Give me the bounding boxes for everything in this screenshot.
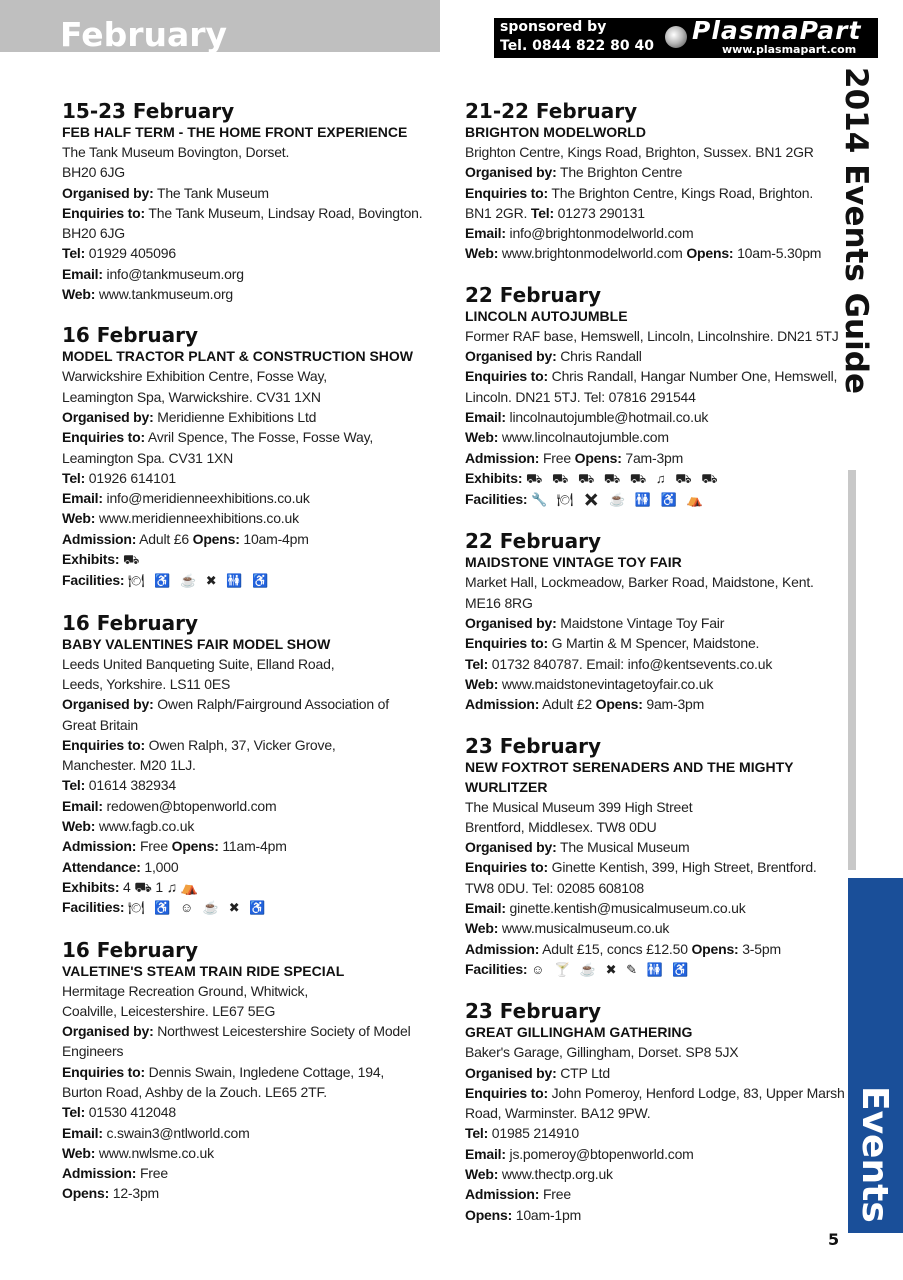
- detail-label: Web:: [465, 920, 499, 937]
- event-detail-line: [465, 1042, 845, 1062]
- detail-value: Avril Spence, The Fosse, Fosse Way,: [147, 429, 374, 446]
- event-date: 21-22 February: [465, 99, 638, 123]
- event-date: 23 February: [465, 999, 602, 1024]
- event-detail-line: [62, 366, 442, 386]
- brand-logo-icon: [665, 26, 687, 48]
- event-detail-line: [62, 488, 442, 508]
- sponsor-banner[interactable]: [494, 18, 878, 58]
- event-listing: [465, 530, 845, 714]
- detail-label: Email:: [465, 900, 506, 917]
- detail-label: Organised by:: [465, 348, 557, 365]
- event-detail-line: [62, 284, 442, 304]
- guide-title-text: 2014 Events Guide: [838, 67, 874, 394]
- event-detail-line: [62, 674, 442, 694]
- event-detail-line: [62, 1021, 442, 1041]
- event-detail-line: [62, 735, 442, 755]
- detail-label: Email:: [62, 490, 103, 507]
- event-listing: [465, 1000, 845, 1225]
- detail-value: 7am-3pm: [625, 449, 684, 466]
- detail-value: Brighton Centre, Kings Road, Brighton, Sussex. BN1 2GR: [465, 144, 814, 160]
- detail-value: The Brighton Centre: [559, 164, 683, 181]
- detail-value: Free: [542, 449, 571, 466]
- detail-label: Facilities:: [62, 572, 125, 589]
- detail-label: Enquiries to:: [465, 184, 548, 201]
- event-detail-line: [62, 1163, 442, 1183]
- detail-value: Leeds, Yorkshire. LS11 0ES: [62, 675, 231, 692]
- detail-value: Chris Randall, Hangar Number One, Hemswell,: [551, 368, 838, 385]
- event-detail-line: [465, 1184, 845, 1204]
- detail-label: Tel:: [62, 245, 86, 262]
- detail-value: 12-3pm: [112, 1185, 160, 1202]
- detail-label: Enquiries to:: [465, 368, 548, 385]
- detail-value[interactable]: www.tankmuseum.org: [98, 286, 233, 303]
- detail-label: Email:: [465, 225, 506, 242]
- detail-value: Burton Road, Ashby de la Zouch. LE65 2TF.: [62, 1083, 327, 1100]
- event-detail-line: [62, 142, 442, 162]
- event-detail-line: [465, 572, 845, 592]
- event-title: MAIDSTONE VINTAGE TOY FAIR: [465, 554, 682, 571]
- detail-value: G Martin & M Spencer, Maidstone.: [551, 635, 760, 652]
- event-listing: [465, 100, 845, 264]
- detail-value: 11am-4pm: [222, 838, 287, 855]
- detail-label: Tel:: [465, 655, 489, 672]
- detail-value: Free: [139, 838, 168, 855]
- event-detail-line: [465, 1164, 845, 1184]
- event-date: 22 February: [465, 282, 602, 307]
- detail-value: Market Hall, Lockmeadow, Barker Road, Maidstone, Kent.: [465, 574, 814, 591]
- event-detail-line: [465, 489, 845, 510]
- detail-label: Admission:: [62, 530, 137, 547]
- detail-value: Manchester. M20 1LJ.: [62, 757, 196, 774]
- detail-value[interactable]: www.maidstonevintagetoyfair.co.uk: [501, 675, 714, 692]
- detail-value: 01530 412048: [88, 1104, 176, 1121]
- sponsor-phone: Tel. 0844 822 80 40: [500, 38, 654, 54]
- event-detail-line: [465, 326, 845, 346]
- detail-label: Email:: [465, 1145, 506, 1162]
- detail-label: Admission:: [62, 838, 137, 855]
- detail-label: Email:: [62, 1124, 103, 1141]
- event-detail-line: [465, 837, 845, 857]
- detail-value: 01926 614101: [88, 469, 176, 486]
- event-detail-line: [465, 407, 845, 427]
- event-detail-line: [465, 346, 845, 366]
- event-detail-line: [465, 1063, 845, 1083]
- event-detail-line: [465, 387, 845, 407]
- detail-value: Ginette Kentish, 399, High Street, Brentford.: [551, 859, 817, 876]
- right-event-column: [465, 100, 845, 1245]
- detail-label: Opens:: [686, 245, 734, 262]
- detail-value: John Pomeroy, Henford Lodge, 83, Upper Marsh: [551, 1084, 845, 1101]
- detail-value: Road, Warminster. BA12 9PW.: [465, 1105, 651, 1122]
- detail-label: Admission:: [465, 449, 540, 466]
- event-detail-line: [465, 939, 845, 959]
- event-title: VALETINE'S STEAM TRAIN RIDE SPECIAL: [62, 962, 345, 979]
- section-tab-label: Events: [854, 1086, 895, 1223]
- detail-value[interactable]: info@meridienneexhibitions.co.uk: [106, 490, 310, 507]
- detail-value: Baker's Garage, Gillingham, Dorset. SP8 5JX: [465, 1044, 739, 1061]
- event-detail-line: [465, 1205, 845, 1225]
- detail-value[interactable]: info@tankmuseum.org: [106, 265, 244, 282]
- event-detail-line: [62, 508, 442, 528]
- event-title: MODEL TRACTOR PLANT & CONSTRUCTION SHOW: [62, 348, 414, 365]
- detail-value: 01614 382934: [88, 777, 176, 794]
- brand-url[interactable]: www.plasmapart.com: [722, 43, 857, 56]
- detail-label: Opens:: [574, 449, 622, 466]
- event-detail-line: [62, 1183, 442, 1203]
- event-detail-line: [465, 918, 845, 938]
- detail-value: BH20 6JG: [62, 225, 125, 242]
- detail-label: Exhibits:: [62, 878, 120, 895]
- facility-icons: 🍽 ♿ ☺ ☕ ✖ ♿: [128, 900, 269, 916]
- detail-value: 01929 405096: [88, 245, 176, 262]
- detail-value: Meridienne Exhibitions Ltd: [157, 408, 317, 425]
- detail-value[interactable]: www.nwlsme.co.uk: [98, 1144, 214, 1161]
- detail-value[interactable]: ginette.kentish@musicalmuseum.co.uk: [509, 900, 746, 917]
- event-date: 16 February: [62, 323, 199, 348]
- event-detail-line: [62, 427, 442, 447]
- detail-value: The Musical Museum 399 High Street: [465, 798, 693, 815]
- event-detail-line: [62, 1123, 442, 1143]
- event-detail-line: [465, 1144, 845, 1164]
- event-detail-line: [465, 857, 845, 877]
- event-detail-line: [465, 366, 845, 386]
- detail-label: Attendance:: [62, 858, 141, 875]
- detail-label: Admission:: [62, 1165, 137, 1182]
- detail-label: Opens:: [171, 838, 219, 855]
- detail-value: Former RAF base, Hemswell, Lincoln, Lincolnshire. DN21 5TJ: [465, 327, 839, 344]
- facility-icons: ⛟: [123, 552, 143, 568]
- detail-value[interactable]: www.thectp.org.uk: [501, 1165, 613, 1182]
- event-detail-line: [62, 981, 442, 1001]
- detail-value: 01985 214910: [491, 1125, 579, 1142]
- detail-value: Brentford, Middlesex. TW8 0DU: [465, 818, 657, 835]
- event-detail-line: [62, 654, 442, 674]
- detail-value: BH20 6JG: [62, 164, 125, 181]
- event-detail-line: [465, 142, 845, 162]
- event-detail-line: [465, 1103, 845, 1123]
- detail-label: Opens:: [595, 696, 643, 713]
- detail-value[interactable]: www.fagb.co.uk: [98, 818, 195, 835]
- detail-label: Web:: [62, 818, 96, 835]
- event-detail-line: [62, 1001, 442, 1021]
- event-detail-line: [62, 570, 442, 591]
- detail-value: 3-5pm: [742, 940, 781, 957]
- detail-label: Organised by:: [465, 1064, 557, 1081]
- detail-label: Email:: [62, 797, 103, 814]
- event-detail-line: [465, 694, 845, 714]
- event-detail-line: [62, 243, 442, 263]
- event-detail-line: [465, 223, 845, 243]
- detail-value: 9am-3pm: [646, 696, 705, 713]
- event-title: BRIGHTON MODELWORLD: [465, 124, 646, 140]
- event-detail-line: [465, 162, 845, 182]
- detail-value: Adult £15, concs £12.50: [542, 940, 688, 957]
- detail-label: Admission:: [465, 940, 540, 957]
- event-detail-line: [465, 797, 845, 817]
- detail-label: Web:: [62, 1144, 96, 1161]
- detail-value: TW8 0DU. Tel: 02085 608108: [465, 879, 644, 896]
- event-title: FEB HALF TERM - THE HOME FRONT EXPERIENCE: [62, 124, 408, 140]
- guide-title-vertical: [838, 67, 878, 467]
- detail-label: Exhibits:: [465, 469, 523, 486]
- event-detail-line: [465, 243, 845, 263]
- detail-value: Engineers: [62, 1043, 124, 1060]
- detail-label: Web:: [465, 1165, 499, 1182]
- detail-label: Web:: [465, 675, 499, 692]
- event-detail-line: [62, 448, 442, 468]
- detail-value: Hermitage Recreation Ground, Whitwick,: [62, 982, 309, 999]
- detail-label: Tel:: [62, 1104, 86, 1121]
- event-detail-line: [62, 1082, 442, 1102]
- event-detail-line: [62, 836, 442, 856]
- event-detail-line: [62, 468, 442, 488]
- detail-value: CTP Ltd: [560, 1064, 610, 1081]
- detail-value: Owen Ralph/Fairground Association of: [157, 696, 389, 713]
- event-detail-line: [465, 613, 845, 633]
- event-title: BABY VALENTINES FAIR MODEL SHOW: [62, 635, 331, 652]
- event-detail-line: [62, 162, 442, 182]
- detail-value: Chris Randall: [560, 348, 642, 365]
- facility-icons: 🍽 ♿ ☕ ✖ 🚻 ♿: [128, 573, 272, 589]
- detail-label: Organised by:: [465, 164, 557, 181]
- detail-label: Facilities:: [465, 491, 528, 508]
- event-detail-line: [465, 878, 845, 898]
- event-detail-line: [465, 427, 845, 447]
- event-detail-line: [62, 1041, 442, 1061]
- event-detail-line: [62, 755, 442, 775]
- section-tab[interactable]: [848, 878, 903, 1233]
- event-detail-line: [465, 183, 845, 203]
- facility-icons: ⛟ ⛟ ⛟ ⛟ ⛟ ♫ ⛟ ⛟: [526, 470, 721, 486]
- detail-label: Tel:: [530, 204, 554, 221]
- event-listing: [465, 735, 845, 981]
- detail-label: Enquiries to:: [465, 635, 548, 652]
- event-detail-line: [62, 877, 442, 897]
- detail-value[interactable]: lincolnautojumble@hotmail.co.uk: [509, 408, 709, 425]
- detail-value: 01273 290131: [557, 204, 645, 221]
- event-detail-line: [62, 387, 442, 407]
- event-title: NEW FOXTROT SERENADERS AND THE MIGHTY WURLITZER: [465, 758, 794, 795]
- event-listing: [62, 939, 442, 1204]
- detail-label: Web:: [62, 286, 96, 303]
- event-detail-line: [62, 407, 442, 427]
- event-detail-line: [62, 264, 442, 284]
- event-detail-line: [465, 898, 845, 918]
- detail-value: 4 ⛟ 1 ♫ ⛺: [123, 878, 198, 895]
- detail-label: Opens:: [465, 1206, 513, 1223]
- event-detail-line: [62, 796, 442, 816]
- detail-value: The Tank Museum Bovington, Dorset.: [62, 144, 290, 160]
- event-detail-line: [62, 897, 442, 918]
- event-detail-line: [62, 816, 442, 836]
- detail-value[interactable]: www.musicalmuseum.co.uk: [501, 920, 670, 937]
- detail-label: Opens:: [62, 1185, 110, 1202]
- detail-value: 10am-1pm: [515, 1206, 582, 1223]
- event-detail-line: [62, 549, 442, 570]
- detail-value: Free: [542, 1186, 571, 1203]
- detail-value: Lincoln. DN21 5TJ. Tel: 07816 291544: [465, 388, 696, 405]
- event-listing: [62, 324, 442, 591]
- detail-label: Facilities:: [465, 960, 528, 977]
- detail-value: The Tank Museum: [156, 184, 269, 201]
- event-detail-line: [465, 203, 845, 223]
- detail-value: Warwickshire Exhibition Centre, Fosse Way,: [62, 368, 327, 385]
- detail-label: Opens:: [691, 940, 739, 957]
- detail-value: The Musical Museum: [559, 839, 690, 856]
- event-detail-line: [62, 183, 442, 203]
- detail-label: Email:: [62, 265, 103, 282]
- detail-label: Admission:: [465, 1186, 540, 1203]
- detail-value: The Brighton Centre, Kings Road, Brighton.: [551, 184, 814, 201]
- event-title: GREAT GILLINGHAM GATHERING: [465, 1024, 693, 1041]
- event-detail-line: [62, 203, 442, 223]
- event-date: 16 February: [62, 610, 199, 635]
- event-listing: [465, 284, 845, 511]
- detail-label: Enquiries to:: [465, 859, 548, 876]
- detail-value: Owen Ralph, 37, Vicker Grove,: [148, 736, 336, 753]
- detail-label: Enquiries to:: [62, 429, 145, 446]
- detail-value: Great Britain: [62, 716, 138, 733]
- detail-value: 01732 840787. Email: info@kentsevents.co.uk: [491, 655, 773, 672]
- detail-label: Tel:: [465, 1125, 489, 1142]
- detail-value: 1,000: [144, 858, 179, 875]
- event-detail-line: [62, 1102, 442, 1122]
- event-detail-line: [465, 468, 845, 489]
- detail-label: Web:: [62, 510, 96, 527]
- detail-label: Organised by:: [465, 615, 557, 632]
- detail-value[interactable]: info@brightonmodelworld.com: [509, 225, 694, 242]
- event-detail-line: [465, 674, 845, 694]
- detail-label: Tel:: [62, 777, 86, 794]
- detail-value[interactable]: c.swain3@ntlworld.com: [106, 1124, 250, 1141]
- event-detail-line: [62, 223, 442, 243]
- detail-value: Northwest Leicestershire Society of Model: [157, 1023, 411, 1040]
- detail-label: Organised by:: [62, 408, 154, 425]
- event-detail-line: [62, 857, 442, 877]
- detail-value: ME16 8RG: [465, 594, 533, 611]
- detail-value: Maidstone Vintage Toy Fair: [560, 615, 725, 632]
- event-detail-line: [62, 775, 442, 795]
- detail-value: BN1 2GR.: [465, 204, 528, 221]
- page-number: 5: [828, 1230, 840, 1249]
- event-detail-line: [62, 1143, 442, 1163]
- event-detail-line: [465, 959, 845, 980]
- detail-value[interactable]: js.pomeroy@btopenworld.com: [509, 1145, 694, 1162]
- detail-value: 10am-5.30pm: [737, 245, 822, 262]
- detail-value: The Tank Museum, Lindsay Road, Bovington.: [148, 204, 423, 221]
- event-date: 16 February: [62, 937, 199, 962]
- section-title: February: [60, 15, 228, 54]
- detail-value: Adult £6: [139, 530, 189, 547]
- event-detail-line: [465, 593, 845, 613]
- detail-label: Opens:: [192, 530, 240, 547]
- event-date: 22 February: [465, 529, 602, 554]
- detail-value: Coalville, Leicestershire. LE67 5EG: [62, 1002, 276, 1019]
- facility-icons: ☺ 🍸 ☕ ✖ ✎ 🚻 ♿: [531, 961, 692, 977]
- detail-value: Dennis Swain, Ingledene Cottage, 194,: [148, 1063, 385, 1080]
- event-detail-line: [465, 1083, 845, 1103]
- detail-label: Enquiries to:: [62, 204, 145, 221]
- event-detail-line: [62, 694, 442, 714]
- detail-value: 10am-4pm: [243, 530, 309, 547]
- detail-label: Enquiries to:: [465, 1084, 548, 1101]
- event-detail-line: [62, 715, 442, 735]
- detail-label: Organised by:: [62, 184, 154, 201]
- detail-value[interactable]: www.meridienneexhibitions.co.uk: [98, 510, 299, 527]
- detail-label: Exhibits:: [62, 551, 120, 568]
- detail-label: Organised by:: [62, 696, 154, 713]
- event-date: 15-23 February: [62, 99, 235, 123]
- event-detail-line: [465, 1123, 845, 1143]
- detail-label: Tel:: [62, 469, 86, 486]
- detail-label: Organised by:: [62, 1023, 154, 1040]
- detail-value: Leamington Spa. CV31 1XN: [62, 449, 234, 466]
- left-event-column: [62, 100, 442, 1224]
- event-date: 23 February: [465, 733, 602, 758]
- event-title: LINCOLN AUTOJUMBLE: [465, 307, 628, 324]
- detail-value[interactable]: redowen@btopenworld.com: [106, 797, 277, 814]
- detail-value: Leeds United Banqueting Suite, Elland Road,: [62, 655, 335, 672]
- detail-label: Email:: [465, 408, 506, 425]
- detail-label: Facilities:: [62, 899, 125, 916]
- brand-name: PlasmaPart: [692, 18, 862, 45]
- sponsor-label: sponsored by: [500, 19, 607, 35]
- event-listing: [62, 612, 442, 919]
- event-detail-line: [465, 448, 845, 468]
- detail-label: Enquiries to:: [62, 736, 145, 753]
- detail-label: Organised by:: [465, 839, 557, 856]
- sidebar-divider: [848, 470, 856, 870]
- event-detail-line: [62, 529, 442, 549]
- detail-label: Web:: [465, 429, 499, 446]
- detail-value: Adult £2: [542, 696, 592, 713]
- facility-icons: 🔧 🍽 ✖ ☕ 🚻 ♿ ⛺: [531, 492, 706, 508]
- detail-label: Web:: [465, 245, 499, 262]
- detail-label: Admission:: [465, 696, 540, 713]
- detail-label: Enquiries to:: [62, 1063, 145, 1080]
- event-detail-line: [62, 1062, 442, 1082]
- event-detail-line: [465, 817, 845, 837]
- detail-value: Free: [139, 1165, 168, 1182]
- event-listing: [62, 100, 442, 304]
- detail-value[interactable]: www.brightonmodelworld.com: [501, 245, 683, 262]
- event-detail-line: [465, 654, 845, 674]
- detail-value[interactable]: www.lincolnautojumble.com: [501, 429, 669, 446]
- event-detail-line: [465, 633, 845, 653]
- detail-value: Leamington Spa, Warwickshire. CV31 1XN: [62, 388, 321, 405]
